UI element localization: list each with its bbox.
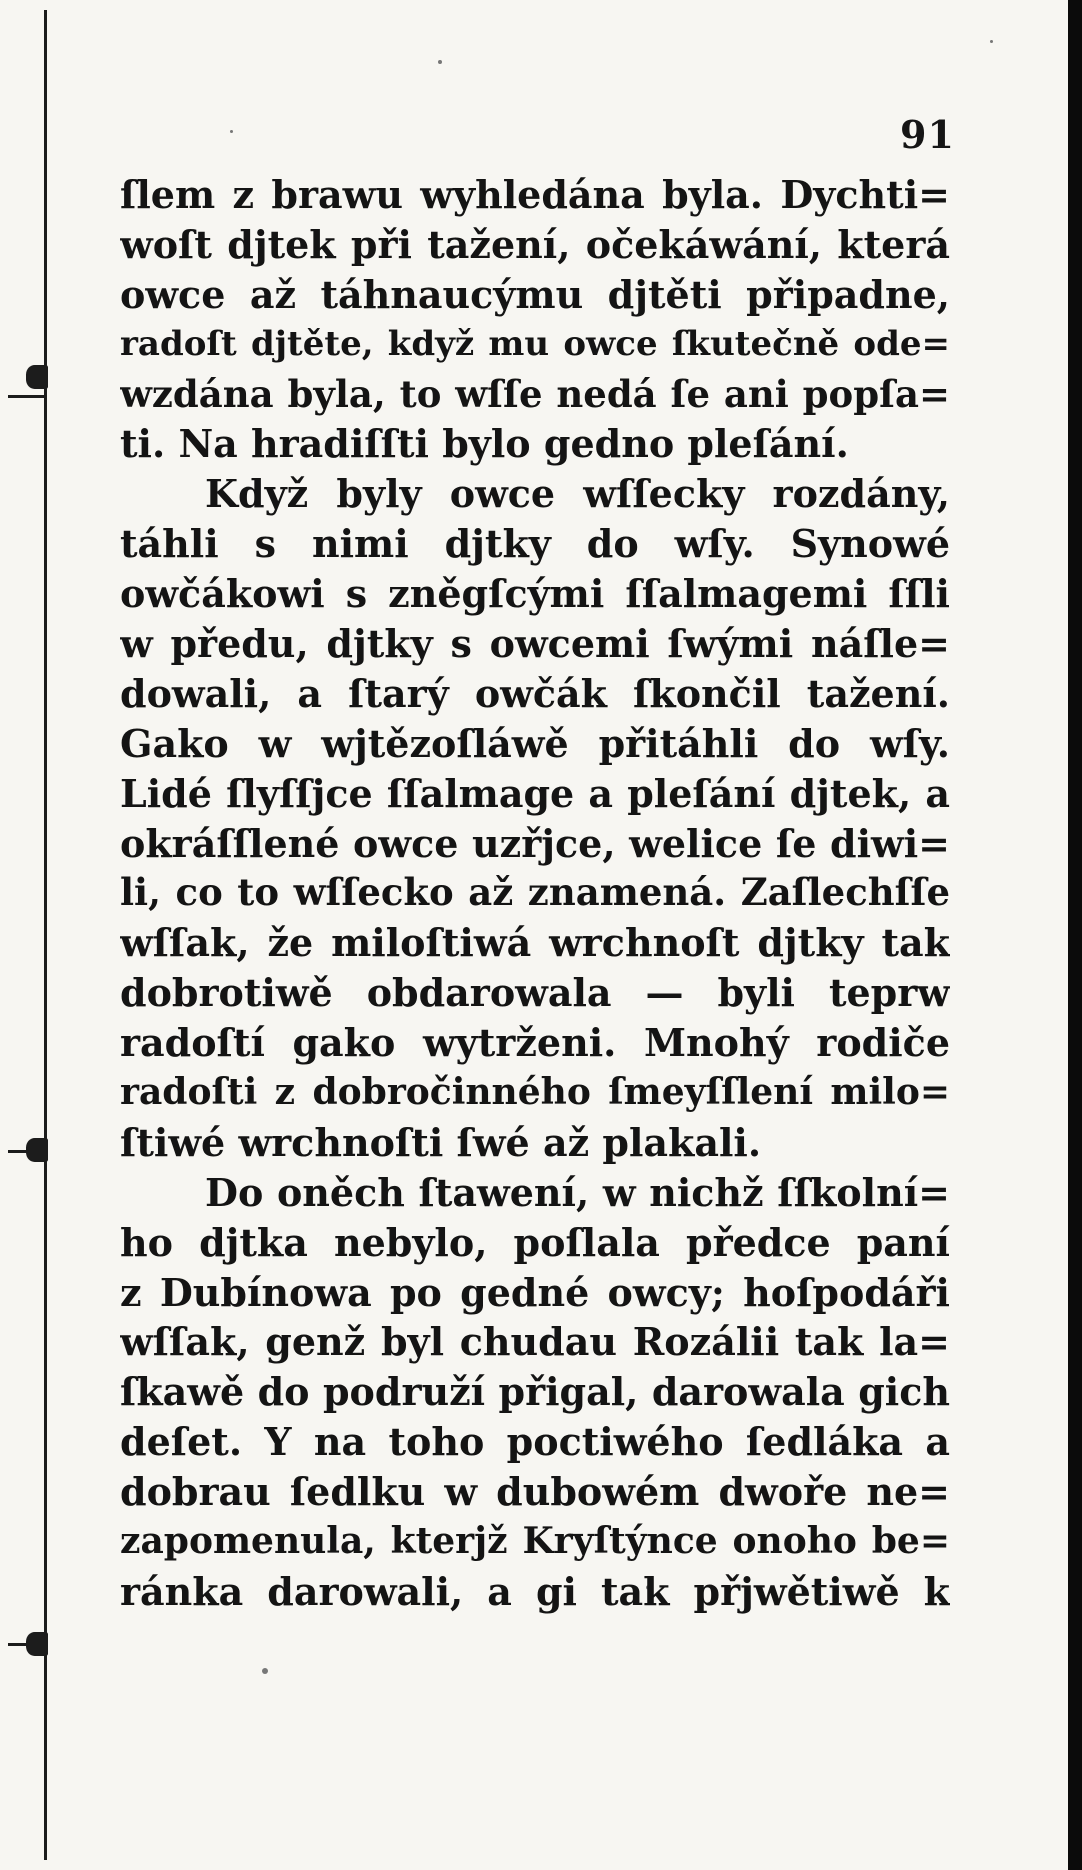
text-line: radoſt djtěte, když mu owce ſkutečně ode=	[120, 323, 950, 364]
text-line: okráſſlené owce uzřjce, welice ſe diwi=	[120, 820, 950, 866]
text-line: ſlem z brawu wyhledána byla. Dychti=	[120, 172, 950, 217]
text-line: radoſtí gako wytrženi. Mnohý rodiče	[120, 1020, 950, 1066]
text-line: deſet. Y na toho poctiwého ſedláka a	[120, 1419, 950, 1465]
gutter-mark	[26, 1138, 48, 1162]
text-line: dobrau ſedlku w dubowém dwoře ne=	[120, 1469, 950, 1515]
paper-speck	[230, 130, 233, 133]
gutter-mark	[26, 365, 48, 389]
text-line: dobrotiwě obdarowala — byli teprw	[120, 970, 950, 1016]
body-text	[120, 170, 950, 1617]
text-line: owce až táhnaucýmu djtěti připadne,	[120, 271, 950, 317]
paper-speck	[438, 60, 442, 64]
gutter-mark	[26, 1632, 48, 1656]
text-line: ſkawě do podruží přigal, darowala gich	[120, 1369, 950, 1415]
text-line: wſſak, že miloſtiwá wrchnoſt djtky tak	[120, 920, 950, 966]
text-line: w předu, djtky s owcemi ſwými náſle=	[120, 621, 950, 667]
text-line: Lidé ſlyſſjce ſſalmage a pleſání djtek, a	[120, 770, 950, 816]
text-line: li, co to wſſecko až znamená. Zaſlechſſe	[120, 870, 950, 915]
text-line: Když byly owce wſſecky rozdány,	[205, 471, 950, 517]
paper-speck	[990, 40, 993, 43]
text-line: ránka darowali, a gi tak přjwětiwě k	[120, 1568, 950, 1614]
paper-speck	[262, 1668, 268, 1674]
text-line: radoſti z dobročinného ſmeyſſlení milo=	[120, 1071, 950, 1114]
text-line: wſſak, genž byl chudau Rozálii tak la=	[120, 1319, 950, 1365]
text-line: ti. Na hradiſſti bylo gedno pleſání.	[120, 421, 849, 467]
gutter-mark	[8, 395, 46, 398]
text-line: owčákowi s zněgſcými ſſalmagemi ſſli	[120, 571, 950, 617]
text-line: Gako w wjtězoſláwě přitáhli do wſy.	[120, 720, 950, 766]
binding-gutter-line	[44, 10, 47, 1860]
text-line: woſt djtek při tažení, očekáwání, která	[120, 221, 950, 267]
text-line: wzdána byla, to wſſe nedá ſe ani popſa=	[120, 371, 950, 416]
scan-edge	[1068, 0, 1082, 1870]
text-line: ſtiwé wrchnoſti ſwé až plakali.	[120, 1119, 762, 1165]
text-line: ho djtka nebylo, poſlala předce paní	[120, 1219, 950, 1265]
text-line: dowali, a ſtarý owčák ſkončil tažení.	[120, 670, 950, 716]
text-line: Do oněch ſtawení, w nichž ſſkolní=	[205, 1169, 950, 1215]
text-line: táhli s nimi djtky do wſy. Synowé	[120, 521, 950, 567]
text-line: z Dubínowa po gedné owcy; hoſpodáři	[120, 1269, 950, 1315]
page-number: 91	[900, 112, 955, 157]
text-line: zapomenula, kterjž Kryſtýnce onoho be=	[120, 1520, 950, 1563]
